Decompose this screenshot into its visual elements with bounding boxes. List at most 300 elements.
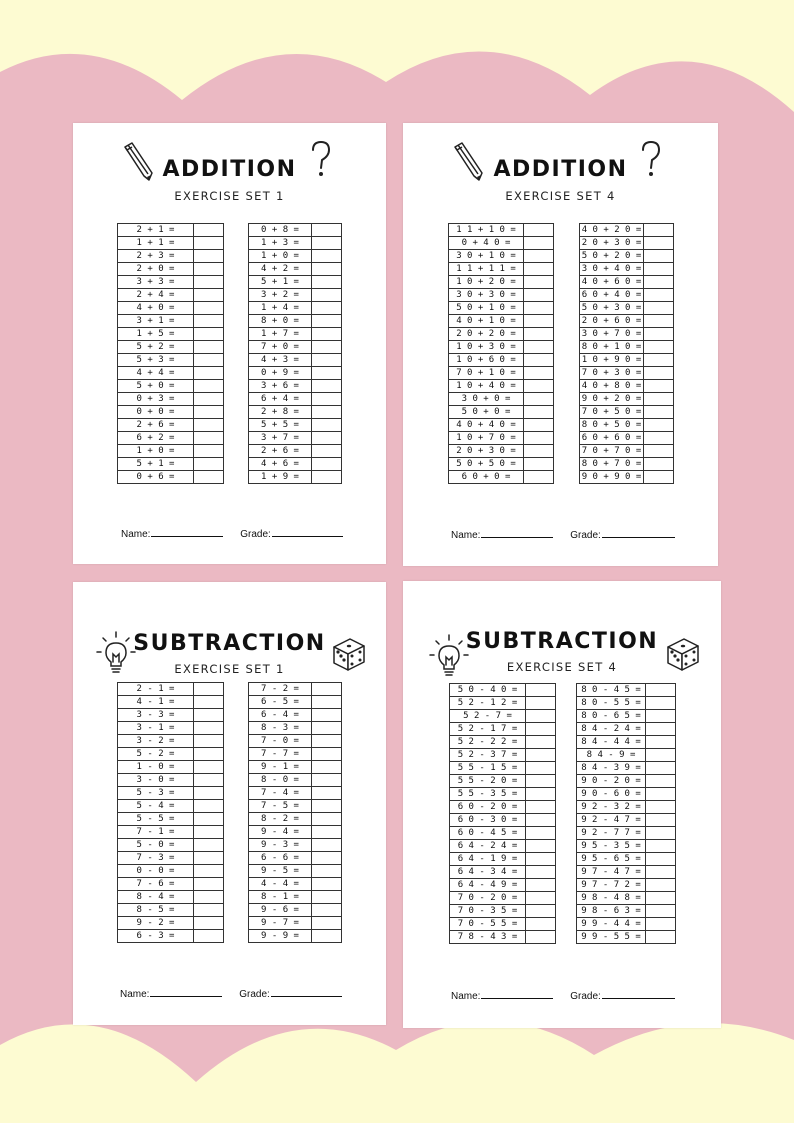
table-row	[450, 827, 556, 840]
answer-cell[interactable]	[524, 471, 554, 484]
answer-cell[interactable]	[312, 367, 342, 380]
table-row	[249, 263, 342, 276]
problem-text: 9 - 6 =	[249, 904, 312, 917]
answer-cell[interactable]	[312, 774, 342, 787]
answer-cell[interactable]	[194, 237, 224, 250]
grade-field[interactable]	[271, 996, 342, 997]
table-row	[249, 406, 342, 419]
answer-cell[interactable]	[194, 276, 224, 289]
problem-text: 1 + 0 =	[118, 445, 194, 458]
answer-cell[interactable]	[194, 380, 224, 393]
table-row	[577, 827, 676, 840]
table-row	[249, 774, 342, 787]
answer-cell[interactable]	[646, 684, 676, 697]
answer-cell[interactable]	[312, 826, 342, 839]
table-row	[249, 696, 342, 709]
table-row	[118, 878, 224, 891]
answer-cell[interactable]	[526, 736, 556, 749]
table-row	[249, 289, 342, 302]
answer-cell[interactable]	[646, 918, 676, 931]
answer-cell[interactable]	[194, 748, 224, 761]
answer-cell[interactable]	[524, 432, 554, 445]
answer-cell[interactable]	[194, 458, 224, 471]
worksheet-subtraction-set-4	[403, 581, 721, 1028]
answer-cell[interactable]	[526, 775, 556, 788]
answer-cell[interactable]	[312, 917, 342, 930]
table-row	[249, 904, 342, 917]
problem-text: 8 0 - 5 5 =	[577, 697, 646, 710]
answer-cell[interactable]	[194, 263, 224, 276]
answer-cell[interactable]	[312, 250, 342, 263]
table-row	[249, 878, 342, 891]
answer-cell[interactable]	[526, 788, 556, 801]
problem-text: 5 5 - 2 0 =	[450, 775, 526, 788]
answer-cell[interactable]	[524, 445, 554, 458]
answer-cell[interactable]	[644, 302, 674, 315]
table-row	[249, 891, 342, 904]
answer-cell[interactable]	[194, 787, 224, 800]
table-row	[118, 891, 224, 904]
answer-cell[interactable]	[194, 878, 224, 891]
answer-cell[interactable]	[312, 722, 342, 735]
answer-cell[interactable]	[194, 761, 224, 774]
problem-text: 7 - 5 =	[249, 800, 312, 813]
answer-cell[interactable]	[644, 250, 674, 263]
answer-cell[interactable]	[644, 263, 674, 276]
answer-cell[interactable]	[194, 328, 224, 341]
answer-cell[interactable]	[526, 827, 556, 840]
table-row	[118, 328, 224, 341]
table-row	[449, 224, 554, 237]
problem-text: 8 + 0 =	[249, 315, 312, 328]
problem-text: 1 1 + 1 0 =	[449, 224, 524, 237]
table-row	[249, 471, 342, 484]
answer-cell[interactable]	[526, 710, 556, 723]
answer-cell[interactable]	[646, 905, 676, 918]
problem-text: 5 5 - 1 5 =	[450, 762, 526, 775]
problem-column-2	[576, 683, 676, 944]
exercise-set-label: EXERCISE SET 4	[505, 189, 616, 203]
answer-cell[interactable]	[526, 905, 556, 918]
answer-cell[interactable]	[194, 813, 224, 826]
answer-cell[interactable]	[524, 406, 554, 419]
answer-cell[interactable]	[646, 788, 676, 801]
answer-cell[interactable]	[194, 865, 224, 878]
problem-text: 9 8 - 6 3 =	[577, 905, 646, 918]
problem-text: 8 0 + 5 0 =	[580, 419, 644, 432]
table-row	[249, 813, 342, 826]
problem-text: 5 + 1 =	[249, 276, 312, 289]
table-row	[450, 697, 556, 710]
answer-cell[interactable]	[524, 276, 554, 289]
problem-text: 2 0 + 3 0 =	[449, 445, 524, 458]
answer-cell[interactable]	[312, 289, 342, 302]
table-row	[580, 380, 674, 393]
answer-cell[interactable]	[194, 289, 224, 302]
answer-cell[interactable]	[644, 445, 674, 458]
answer-cell[interactable]	[524, 250, 554, 263]
table-row	[249, 393, 342, 406]
table-row	[118, 354, 224, 367]
problem-text: 1 + 0 =	[249, 250, 312, 263]
table-row	[118, 237, 224, 250]
table-row	[118, 735, 224, 748]
table-row	[577, 762, 676, 775]
answer-cell[interactable]	[312, 878, 342, 891]
problem-text: 9 9 - 4 4 =	[577, 918, 646, 931]
table-row	[118, 696, 224, 709]
answer-cell[interactable]	[644, 380, 674, 393]
answer-cell[interactable]	[312, 432, 342, 445]
problem-text: 5 - 3 =	[118, 787, 194, 800]
table-row	[449, 380, 554, 393]
answer-cell[interactable]	[646, 801, 676, 814]
answer-cell[interactable]	[526, 762, 556, 775]
name-field[interactable]	[481, 998, 553, 999]
answer-cell[interactable]	[646, 840, 676, 853]
answer-cell[interactable]	[312, 302, 342, 315]
answer-cell[interactable]	[194, 904, 224, 917]
problem-column-2	[248, 682, 342, 943]
grade-label: Grade:	[239, 989, 270, 1000]
answer-cell[interactable]	[524, 341, 554, 354]
answer-cell[interactable]	[312, 735, 342, 748]
problem-text: 5 0 + 0 =	[449, 406, 524, 419]
answer-cell[interactable]	[646, 736, 676, 749]
answer-cell[interactable]	[524, 380, 554, 393]
problem-text: 4 + 3 =	[249, 354, 312, 367]
problem-text: 9 - 1 =	[249, 761, 312, 774]
answer-cell[interactable]	[194, 367, 224, 380]
answer-cell[interactable]	[194, 393, 224, 406]
table-row	[580, 354, 674, 367]
answer-cell[interactable]	[194, 250, 224, 263]
answer-cell[interactable]	[194, 302, 224, 315]
answer-cell[interactable]	[194, 852, 224, 865]
name-field[interactable]	[481, 537, 553, 538]
table-row	[449, 354, 554, 367]
problem-text: 9 7 - 7 2 =	[577, 879, 646, 892]
answer-cell[interactable]	[524, 289, 554, 302]
answer-cell[interactable]	[312, 354, 342, 367]
answer-cell[interactable]	[644, 471, 674, 484]
problem-text: 5 2 - 7 =	[450, 710, 526, 723]
table-row	[249, 354, 342, 367]
table-row	[577, 814, 676, 827]
problem-text: 1 + 7 =	[249, 328, 312, 341]
answer-cell[interactable]	[194, 930, 224, 943]
problem-text: 6 0 - 3 0 =	[450, 814, 526, 827]
name-field[interactable]	[151, 536, 223, 537]
answer-cell[interactable]	[646, 775, 676, 788]
table-row	[577, 918, 676, 931]
table-row	[118, 224, 224, 237]
answer-cell[interactable]	[644, 341, 674, 354]
answer-cell[interactable]	[312, 419, 342, 432]
table-row	[450, 710, 556, 723]
answer-cell[interactable]	[312, 406, 342, 419]
answer-cell[interactable]	[644, 328, 674, 341]
answer-cell[interactable]	[524, 393, 554, 406]
answer-cell[interactable]	[524, 224, 554, 237]
answer-cell[interactable]	[644, 458, 674, 471]
answer-cell[interactable]	[194, 683, 224, 696]
answer-cell[interactable]	[312, 930, 342, 943]
answer-cell[interactable]	[644, 432, 674, 445]
problem-text: 9 - 5 =	[249, 865, 312, 878]
worksheet-addition-set-4	[403, 123, 718, 566]
table-row	[118, 683, 224, 696]
answer-cell[interactable]	[312, 380, 342, 393]
answer-cell[interactable]	[526, 801, 556, 814]
answer-cell[interactable]	[312, 315, 342, 328]
problem-text: 1 + 4 =	[249, 302, 312, 315]
answer-cell[interactable]	[194, 419, 224, 432]
problem-text: 7 - 1 =	[118, 826, 194, 839]
problem-text: 9 - 9 =	[249, 930, 312, 943]
problem-text: 5 - 4 =	[118, 800, 194, 813]
problem-column-1	[449, 683, 556, 944]
answer-cell[interactable]	[646, 892, 676, 905]
name-label: Name:	[451, 530, 481, 541]
problem-text: 7 - 3 =	[118, 852, 194, 865]
problem-text: 7 - 6 =	[118, 878, 194, 891]
worksheet-title: SUBTRACTION	[133, 631, 326, 656]
problem-text: 7 8 - 4 3 =	[450, 931, 526, 944]
answer-cell[interactable]	[194, 735, 224, 748]
answer-cell[interactable]	[194, 445, 224, 458]
grade-field[interactable]	[602, 998, 675, 999]
problem-text: 5 - 2 =	[118, 748, 194, 761]
problem-text: 2 + 0 =	[118, 263, 194, 276]
problem-text: 7 - 4 =	[249, 787, 312, 800]
answer-cell[interactable]	[526, 879, 556, 892]
problem-text: 3 - 3 =	[118, 709, 194, 722]
answer-cell[interactable]	[526, 840, 556, 853]
answer-cell[interactable]	[644, 393, 674, 406]
problem-text: 8 - 3 =	[249, 722, 312, 735]
table-row	[249, 302, 342, 315]
answer-cell[interactable]	[194, 354, 224, 367]
table-row	[249, 341, 342, 354]
table-row	[249, 224, 342, 237]
footer	[451, 530, 675, 541]
worksheet-title: SUBTRACTION	[465, 629, 659, 654]
problem-text: 6 - 4 =	[249, 709, 312, 722]
table-row	[249, 458, 342, 471]
answer-cell[interactable]	[194, 800, 224, 813]
problem-text: 6 + 2 =	[118, 432, 194, 445]
problem-text: 9 2 - 7 7 =	[577, 827, 646, 840]
problem-text: 3 + 1 =	[118, 315, 194, 328]
answer-cell[interactable]	[526, 853, 556, 866]
problem-text: 9 5 - 3 5 =	[577, 840, 646, 853]
answer-cell[interactable]	[526, 723, 556, 736]
answer-cell[interactable]	[194, 406, 224, 419]
table-row	[118, 393, 224, 406]
table-row	[580, 250, 674, 263]
answer-cell[interactable]	[526, 684, 556, 697]
answer-cell[interactable]	[644, 406, 674, 419]
answer-cell[interactable]	[194, 315, 224, 328]
problem-text: 0 + 3 =	[118, 393, 194, 406]
answer-cell[interactable]	[194, 826, 224, 839]
problem-text: 4 0 + 6 0 =	[580, 276, 644, 289]
problem-text: 6 0 + 0 =	[449, 471, 524, 484]
table-row	[580, 328, 674, 341]
problem-text: 5 2 - 1 7 =	[450, 723, 526, 736]
grade-field[interactable]	[272, 536, 343, 537]
answer-cell[interactable]	[312, 748, 342, 761]
problem-text: 3 - 0 =	[118, 774, 194, 787]
table-row	[577, 788, 676, 801]
table-row	[577, 879, 676, 892]
answer-cell[interactable]	[194, 839, 224, 852]
table-row	[577, 723, 676, 736]
answer-cell[interactable]	[194, 774, 224, 787]
answer-cell[interactable]	[524, 354, 554, 367]
answer-cell[interactable]	[524, 328, 554, 341]
problem-text: 8 4 - 4 4 =	[577, 736, 646, 749]
table-row	[577, 866, 676, 879]
problem-text: 9 0 + 2 0 =	[580, 393, 644, 406]
answer-cell[interactable]	[644, 289, 674, 302]
problem-text: 2 - 1 =	[118, 683, 194, 696]
answer-cell[interactable]	[526, 814, 556, 827]
problem-text: 6 - 5 =	[249, 696, 312, 709]
answer-cell[interactable]	[312, 787, 342, 800]
answer-cell[interactable]	[646, 931, 676, 944]
answer-cell[interactable]	[194, 709, 224, 722]
answer-cell[interactable]	[646, 879, 676, 892]
table-row	[580, 393, 674, 406]
answer-cell[interactable]	[646, 827, 676, 840]
answer-cell[interactable]	[646, 866, 676, 879]
answer-cell[interactable]	[312, 852, 342, 865]
answer-cell[interactable]	[524, 302, 554, 315]
problem-text: 9 0 - 2 0 =	[577, 775, 646, 788]
answer-cell[interactable]	[194, 917, 224, 930]
table-row	[118, 250, 224, 263]
answer-cell[interactable]	[312, 761, 342, 774]
answer-cell[interactable]	[644, 354, 674, 367]
problem-text: 4 0 + 4 0 =	[449, 419, 524, 432]
answer-cell[interactable]	[312, 683, 342, 696]
answer-cell[interactable]	[644, 224, 674, 237]
answer-cell[interactable]	[194, 432, 224, 445]
answer-cell[interactable]	[644, 419, 674, 432]
problem-text: 0 + 9 =	[249, 367, 312, 380]
answer-cell[interactable]	[644, 315, 674, 328]
answer-cell[interactable]	[312, 445, 342, 458]
answer-cell[interactable]	[646, 710, 676, 723]
answer-cell[interactable]	[524, 315, 554, 328]
problem-text: 0 + 6 =	[118, 471, 194, 484]
answer-cell[interactable]	[312, 904, 342, 917]
problem-text: 0 + 4 0 =	[449, 237, 524, 250]
problem-text: 7 - 2 =	[249, 683, 312, 696]
answer-cell[interactable]	[646, 853, 676, 866]
answer-cell[interactable]	[194, 471, 224, 484]
answer-cell[interactable]	[312, 865, 342, 878]
grade-field[interactable]	[602, 537, 675, 538]
answer-cell[interactable]	[312, 891, 342, 904]
table-row	[249, 787, 342, 800]
answer-cell[interactable]	[524, 419, 554, 432]
answer-cell[interactable]	[646, 697, 676, 710]
answer-cell[interactable]	[312, 276, 342, 289]
answer-cell[interactable]	[524, 263, 554, 276]
table-row	[249, 432, 342, 445]
table-row	[580, 406, 674, 419]
answer-cell[interactable]	[312, 237, 342, 250]
answer-cell[interactable]	[312, 813, 342, 826]
answer-cell[interactable]	[524, 237, 554, 250]
answer-cell[interactable]	[312, 328, 342, 341]
answer-cell[interactable]	[526, 918, 556, 931]
answer-cell[interactable]	[194, 696, 224, 709]
answer-cell[interactable]	[312, 471, 342, 484]
answer-cell[interactable]	[312, 263, 342, 276]
answer-cell[interactable]	[312, 709, 342, 722]
table-row	[118, 406, 224, 419]
answer-cell[interactable]	[194, 891, 224, 904]
problem-text: 4 0 + 2 0 =	[580, 224, 644, 237]
answer-cell[interactable]	[644, 367, 674, 380]
answer-cell[interactable]	[646, 814, 676, 827]
answer-cell[interactable]	[312, 839, 342, 852]
answer-cell[interactable]	[526, 892, 556, 905]
answer-cell[interactable]	[524, 458, 554, 471]
answer-cell[interactable]	[194, 722, 224, 735]
problem-text: 8 - 2 =	[249, 813, 312, 826]
answer-cell[interactable]	[646, 723, 676, 736]
table-row	[249, 445, 342, 458]
table-row	[249, 328, 342, 341]
answer-cell[interactable]	[194, 341, 224, 354]
table-row	[577, 710, 676, 723]
answer-cell[interactable]	[526, 931, 556, 944]
answer-cell[interactable]	[312, 800, 342, 813]
name-field[interactable]	[150, 996, 222, 997]
answer-cell[interactable]	[646, 762, 676, 775]
answer-cell[interactable]	[312, 224, 342, 237]
table-row	[449, 250, 554, 263]
table-row	[449, 289, 554, 302]
exercise-set-label: EXERCISE SET 1	[174, 662, 285, 676]
table-row	[249, 315, 342, 328]
table-row	[249, 722, 342, 735]
problem-text: 5 0 + 1 0 =	[449, 302, 524, 315]
answer-cell[interactable]	[526, 866, 556, 879]
answer-cell[interactable]	[194, 224, 224, 237]
table-row	[249, 276, 342, 289]
answer-cell[interactable]	[644, 276, 674, 289]
problem-text: 9 - 3 =	[249, 839, 312, 852]
answer-cell[interactable]	[526, 749, 556, 762]
table-row	[118, 445, 224, 458]
answer-cell[interactable]	[312, 696, 342, 709]
table-row	[580, 432, 674, 445]
answer-cell[interactable]	[526, 697, 556, 710]
answer-cell[interactable]	[312, 341, 342, 354]
table-row	[450, 905, 556, 918]
answer-cell[interactable]	[312, 458, 342, 471]
answer-cell[interactable]	[646, 749, 676, 762]
answer-cell[interactable]	[312, 393, 342, 406]
answer-cell[interactable]	[524, 367, 554, 380]
answer-cell[interactable]	[644, 237, 674, 250]
